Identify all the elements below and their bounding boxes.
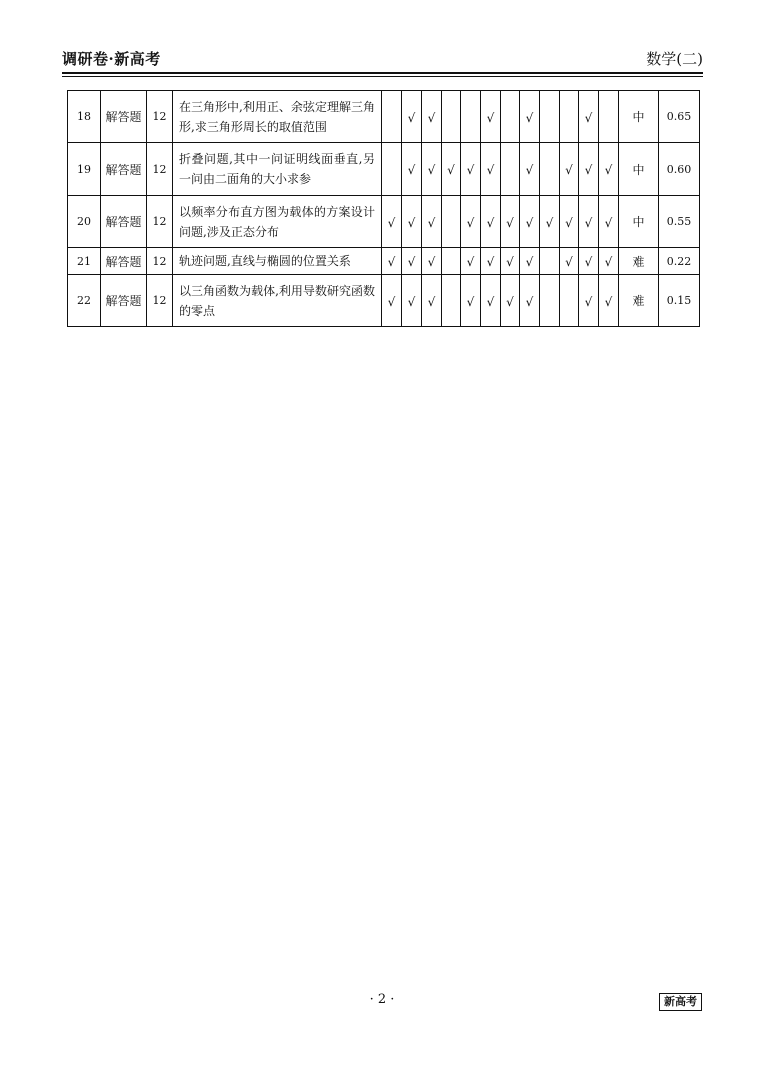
check-cell: √ bbox=[599, 143, 619, 196]
difficulty-cell: 中 bbox=[619, 91, 659, 143]
page-number: · 2 · bbox=[369, 992, 395, 1007]
check-cell: √ bbox=[422, 143, 442, 196]
check-cell: √ bbox=[422, 248, 442, 275]
table-row bbox=[68, 275, 700, 327]
score-rate-cell: 0.55 bbox=[659, 196, 700, 248]
header-subject: 数学(二) bbox=[646, 50, 703, 68]
question-number-cell: 21 bbox=[68, 248, 101, 275]
check-cell: √ bbox=[599, 248, 619, 275]
header-rule-thick bbox=[62, 72, 703, 74]
check-cell: √ bbox=[481, 91, 501, 143]
score-cell: 12 bbox=[147, 143, 173, 196]
score-cell: 12 bbox=[147, 196, 173, 248]
check-cell: √ bbox=[422, 196, 442, 248]
content-description-cell: 折叠问题,其中一问证明线面垂直,另一问由二面角的大小求参 bbox=[173, 143, 382, 196]
check-cell: √ bbox=[540, 196, 560, 248]
check-cell bbox=[540, 275, 560, 327]
check-cell: √ bbox=[579, 91, 599, 143]
check-cell bbox=[599, 91, 619, 143]
check-cell: √ bbox=[481, 196, 501, 248]
check-cell: √ bbox=[461, 248, 481, 275]
question-number-cell: 20 bbox=[68, 196, 101, 248]
check-cell: √ bbox=[422, 91, 442, 143]
score-rate-cell: 0.65 bbox=[659, 91, 700, 143]
content-description-cell: 以三角函数为载体,利用导数研究函数的零点 bbox=[173, 275, 382, 327]
check-cell: √ bbox=[520, 275, 540, 327]
check-cell: √ bbox=[382, 275, 402, 327]
score-rate-cell: 0.22 bbox=[659, 248, 700, 275]
content-description-cell: 轨迹问题,直线与椭圆的位置关系 bbox=[173, 248, 382, 275]
table-row bbox=[68, 91, 700, 143]
check-cell: √ bbox=[560, 196, 579, 248]
check-cell bbox=[560, 275, 579, 327]
check-cell bbox=[442, 91, 461, 143]
header-title: 调研卷·新高考 bbox=[62, 50, 161, 68]
content-description-cell: 以频率分布直方图为载体的方案设计问题,涉及正态分布 bbox=[173, 196, 382, 248]
table-row bbox=[68, 248, 700, 275]
question-number-cell: 18 bbox=[68, 91, 101, 143]
difficulty-cell: 难 bbox=[619, 248, 659, 275]
check-cell: √ bbox=[520, 91, 540, 143]
check-cell: √ bbox=[402, 248, 422, 275]
content-description-cell: 在三角形中,利用正、余弦定理解三角形,求三角形周长的取值范围 bbox=[173, 91, 382, 143]
check-cell: √ bbox=[520, 196, 540, 248]
score-rate-cell: 0.60 bbox=[659, 143, 700, 196]
question-analysis-table bbox=[67, 90, 700, 327]
check-cell: √ bbox=[501, 275, 520, 327]
check-cell: √ bbox=[461, 196, 481, 248]
page-header bbox=[62, 48, 703, 70]
check-cell: √ bbox=[579, 275, 599, 327]
check-cell: √ bbox=[402, 275, 422, 327]
question-type-cell: 解答题 bbox=[101, 196, 147, 248]
check-cell bbox=[382, 91, 402, 143]
difficulty-cell: 难 bbox=[619, 275, 659, 327]
question-type-cell: 解答题 bbox=[101, 248, 147, 275]
check-cell: √ bbox=[402, 91, 422, 143]
difficulty-cell: 中 bbox=[619, 143, 659, 196]
check-cell: √ bbox=[422, 275, 442, 327]
question-type-cell: 解答题 bbox=[101, 143, 147, 196]
check-cell: √ bbox=[481, 143, 501, 196]
header-rule-thin bbox=[62, 76, 703, 77]
check-cell: √ bbox=[501, 248, 520, 275]
question-number-cell: 19 bbox=[68, 143, 101, 196]
check-cell: √ bbox=[599, 196, 619, 248]
question-number-cell: 22 bbox=[68, 275, 101, 327]
check-cell bbox=[540, 143, 560, 196]
difficulty-cell: 中 bbox=[619, 196, 659, 248]
check-cell bbox=[501, 143, 520, 196]
check-cell: √ bbox=[402, 143, 422, 196]
check-cell bbox=[382, 143, 402, 196]
check-cell: √ bbox=[560, 248, 579, 275]
score-cell: 12 bbox=[147, 91, 173, 143]
check-cell bbox=[442, 248, 461, 275]
check-cell bbox=[501, 91, 520, 143]
check-cell: √ bbox=[461, 275, 481, 327]
check-cell: √ bbox=[461, 143, 481, 196]
score-rate-cell: 0.15 bbox=[659, 275, 700, 327]
check-cell: √ bbox=[560, 143, 579, 196]
check-cell: √ bbox=[520, 143, 540, 196]
check-cell: √ bbox=[382, 248, 402, 275]
check-cell: √ bbox=[402, 196, 422, 248]
check-cell: √ bbox=[382, 196, 402, 248]
question-type-cell: 解答题 bbox=[101, 91, 147, 143]
check-cell: √ bbox=[599, 275, 619, 327]
check-cell: √ bbox=[579, 248, 599, 275]
check-cell bbox=[540, 91, 560, 143]
check-cell bbox=[442, 275, 461, 327]
check-cell: √ bbox=[442, 143, 461, 196]
check-cell: √ bbox=[579, 143, 599, 196]
score-cell: 12 bbox=[147, 248, 173, 275]
check-cell: √ bbox=[481, 248, 501, 275]
check-cell bbox=[442, 196, 461, 248]
check-cell bbox=[461, 91, 481, 143]
table-body bbox=[68, 91, 700, 327]
check-cell: √ bbox=[501, 196, 520, 248]
check-cell bbox=[560, 91, 579, 143]
question-type-cell: 解答题 bbox=[101, 275, 147, 327]
score-cell: 12 bbox=[147, 275, 173, 327]
table-row bbox=[68, 196, 700, 248]
check-cell: √ bbox=[520, 248, 540, 275]
check-cell: √ bbox=[579, 196, 599, 248]
check-cell bbox=[540, 248, 560, 275]
footer-badge: 新高考 bbox=[659, 993, 702, 1011]
check-cell: √ bbox=[481, 275, 501, 327]
table-row bbox=[68, 143, 700, 196]
